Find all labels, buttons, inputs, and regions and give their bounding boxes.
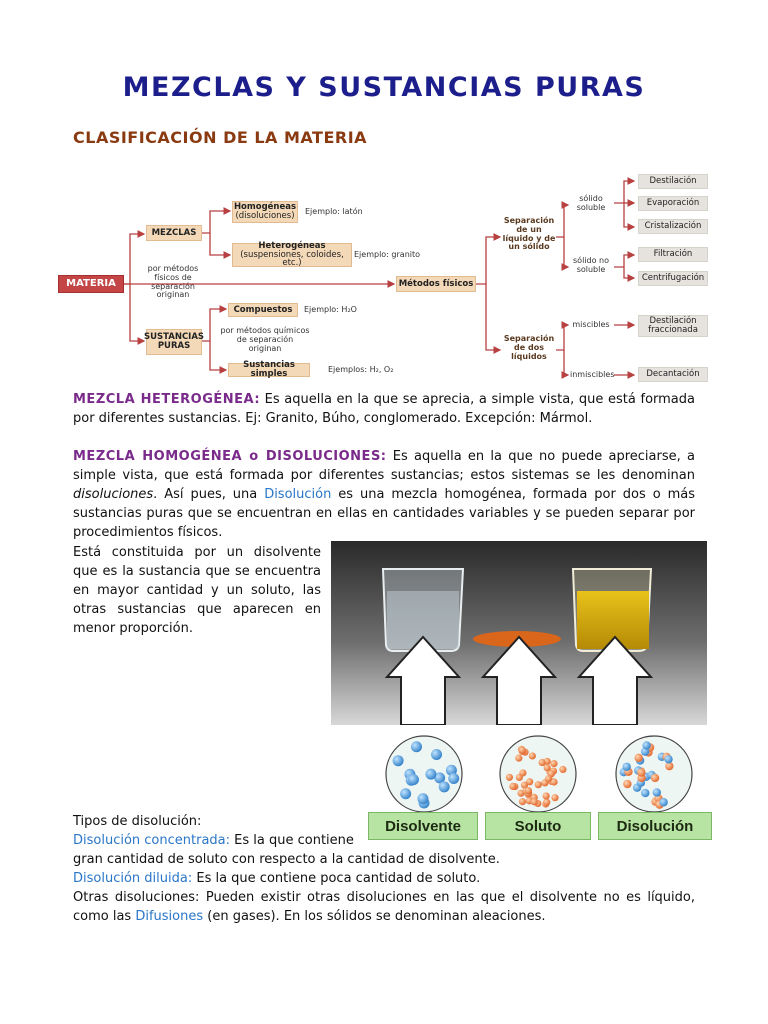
solute-particle: [519, 769, 526, 776]
disolucion-concentrada-link[interactable]: Disolución concentrada:: [73, 833, 231, 848]
ejemplo-h2o: Ejemplo: H₂O: [304, 305, 357, 314]
p2-text3: es una mezcla homogénea, formada por dos o más sustancias puras que se encuentran en ellas en cantidades variables y se pueden separar por procedimientos físicos.: [73, 487, 695, 540]
solute-particle: [539, 759, 546, 766]
solute-particle: [519, 798, 526, 805]
solute-particle: [519, 747, 526, 754]
page-title: MEZCLAS Y SUSTANCIAS PURAS: [122, 72, 646, 103]
destilacion-box: Destilación: [638, 174, 708, 189]
solvent-particle: [393, 755, 404, 766]
materia-box: MATERIA: [58, 275, 124, 293]
paragraph-mezcla-heterogenea: [73, 390, 695, 428]
solvent-particle: [408, 774, 419, 785]
centrifugacion-box: Centrifugación: [638, 271, 708, 286]
solvent-particle: [653, 788, 661, 796]
tipos-otras: [73, 888, 695, 926]
solvent-particle: [448, 773, 459, 784]
tipos-concentrada-line1: [73, 831, 373, 850]
beakers-photo: [331, 541, 707, 725]
solvent-particle: [664, 755, 672, 763]
miscibles-label: miscibles: [572, 320, 610, 329]
solido-soluble: sólido soluble: [576, 194, 606, 212]
solvent-particle: [439, 781, 450, 792]
sustancias-simples-box: Sustancias simples: [228, 363, 310, 377]
solute-particle: [509, 783, 516, 790]
sustancias-puras-box: SUSTANCIAS PURAS: [146, 329, 202, 355]
inmiscibles-label: inmiscibles: [570, 370, 615, 379]
solute-particle: [525, 787, 532, 794]
cristalizacion-box: Cristalización: [638, 219, 708, 234]
solido-no-soluble: sólido no soluble: [573, 256, 609, 274]
mezclas-box: MEZCLAS: [146, 225, 202, 241]
filtracion-box: Filtración: [638, 247, 708, 262]
solute-particle: [544, 764, 551, 771]
solvent-particle: [411, 741, 422, 752]
paragraph-disolvente-soluto: Está constituida por un disolvente que es la sustancia que se encuentra en mayor cantidad y un soluto, las otras sustancias que aparecen en menor proporción.: [73, 545, 321, 636]
p1-text: Es aquella en la que se aprecia, a simple vista, que está formada por diferentes sustancias. Ej: Granito, Búho, conglomerado. Excepción: Mármol.: [73, 392, 695, 426]
difusiones-link[interactable]: Difusiones: [135, 909, 204, 924]
solute-particle: [531, 798, 538, 805]
solute-particle: [550, 760, 557, 767]
solute-particle: [543, 792, 550, 799]
solute-particle: [651, 774, 659, 782]
p2-text2: . Así pues, una: [153, 487, 265, 502]
decantacion-box: Decantación: [638, 367, 708, 382]
solvent-particle: [425, 769, 436, 780]
solvent-particle: [659, 798, 667, 806]
solute-particle: [623, 780, 631, 788]
solute-particle: [535, 781, 542, 788]
section-heading: CLASIFICACIÓN DE LA MATERIA: [73, 128, 368, 147]
disolucion-diluida-link[interactable]: Disolución diluida:: [73, 871, 193, 886]
solute-particle: [543, 799, 550, 806]
otras-text1: Otras disoluciones: Pueden existir otras disoluciones en las que el disolvente no es líquido, como las: [73, 890, 695, 924]
metodos-fisicos-box: Métodos físicos: [396, 276, 476, 292]
solute-particle: [551, 794, 558, 801]
solute-particle: [545, 775, 552, 782]
heterogeneas-title: Heterogéneas: [258, 240, 326, 251]
solute-particle: [529, 752, 536, 759]
tipos-diluida: [73, 869, 695, 888]
particle-diagrams: [368, 734, 712, 842]
solvent-particle: [417, 793, 428, 804]
tipos-concentrada-line2: gran cantidad de soluto con respecto a la cantidad de disolvente.: [73, 852, 500, 867]
term-mezcla-heterogenea: MEZCLA HETEROGÉNEA:: [73, 392, 261, 407]
term-mezcla-homogenea: MEZCLA HOMOGÉNEA o DISOLUCIONES:: [73, 449, 387, 464]
solvent-particle: [642, 741, 650, 749]
disolucion-link[interactable]: Disolución: [264, 487, 332, 502]
solute-particle: [506, 774, 513, 781]
otras-text2: (en gases). En los sólidos se denominan aleaciones.: [203, 909, 546, 924]
compuestos-box: Compuestos: [228, 303, 298, 317]
paragraph-mezcla-homogenea: [73, 447, 695, 542]
tipos-heading: Tipos de disolución:: [73, 814, 202, 829]
solvent-particle: [431, 749, 442, 760]
p2-text1: Es aquella en la que no puede apreciarse, a simple vista, que está formada por diferentes sustancias; estos sistemas se les denominan: [73, 449, 695, 483]
caption-disolucion: Disolución: [598, 812, 712, 840]
heterogeneas-box: [232, 240, 352, 269]
homogeneas-sub: (disoluciones): [235, 211, 295, 221]
sep-liquido-solido: Separación de un líquido y de un sólido: [502, 216, 556, 252]
solute-particle: [637, 768, 645, 776]
sep-dos-liquidos: Separación de dos líquidos: [503, 334, 555, 361]
homogeneas-box: [232, 201, 298, 223]
solvent-particle: [623, 763, 631, 771]
caption-disolvente: Disolvente: [368, 812, 478, 840]
metodos-quimicos-label: por métodos químicos de separación originan: [220, 326, 310, 353]
heterogeneas-sub: (suspensiones, coloides, etc.): [240, 249, 344, 269]
solvent-particle: [641, 789, 649, 797]
diluida-text: Es la que contiene poca cantidad de soluto.: [192, 871, 481, 886]
concentrada-text1: Es la que contiene: [230, 833, 354, 848]
metodos-fisicos-label: por métodos físicos de separación originan: [147, 264, 199, 300]
solute-particle: [559, 766, 566, 773]
particle-circles: [368, 734, 712, 814]
ejemplo-h2-o2: Ejemplos: H₂, O₂: [328, 365, 394, 374]
caption-soluto: Soluto: [485, 812, 591, 840]
ejemplo-granito: Ejemplo: granito: [354, 250, 421, 259]
destilacion-fraccionada-box: Destilación fraccionada: [638, 315, 708, 337]
solute-particle: [515, 755, 522, 762]
p2-italic: disoluciones: [73, 487, 154, 502]
solvent-particle: [400, 788, 411, 799]
evaporacion-box: Evaporación: [638, 196, 708, 211]
homogeneas-title: Homogéneas: [233, 202, 297, 213]
ejemplo-laton: Ejemplo: latón: [305, 207, 363, 216]
solute-particle: [634, 754, 642, 762]
classification-diagram: [58, 165, 712, 387]
